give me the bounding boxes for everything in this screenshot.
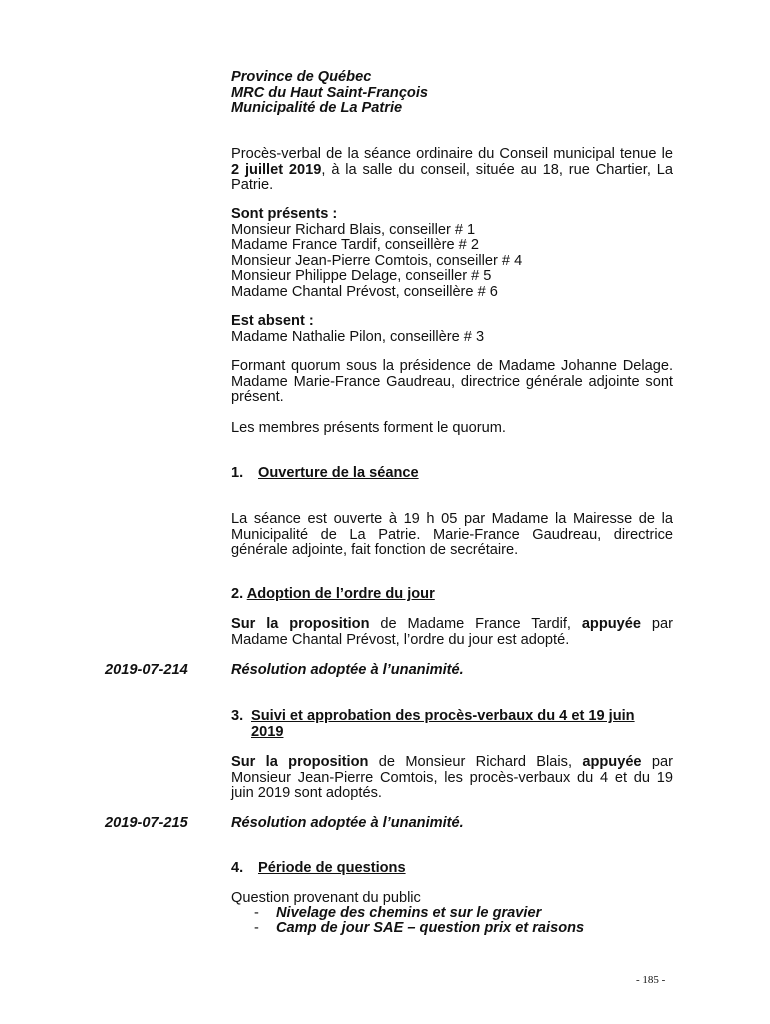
- header-mrc: MRC du Haut Saint-François: [231, 84, 429, 101]
- absent-heading: Est absent :: [231, 313, 314, 329]
- section-2-proposition: Sur la proposition de Madame France Tardif, appuyée par Madame Chantal Prévost, l’ordre du jour est adopté.: [231, 616, 674, 648]
- resolution-text: Résolution adoptée à l’unanimité.: [231, 815, 464, 831]
- present-list: [231, 207, 673, 301]
- absent-list: [231, 314, 673, 345]
- section-4-intro: Question provenant du public: [231, 890, 421, 906]
- header-municipality: Municipalité de La Patrie: [231, 100, 403, 117]
- section-3-heading: 3. Suivi et approbation des procès-verbaux du 4 et 19 juin 2019: [231, 708, 635, 740]
- section-1-body: La séance est ouverte à 19 h 05 par Madame la Mairesse de la Municipalité de La Patrie. Marie-France Gaudreau, directrice générale adjointe, fait fonction de secrétaire.: [231, 511, 673, 559]
- intro-paragraph: Procès-verbal de la séance ordinaire du Conseil municipal tenue le 2 juillet 2019, à la salle du conseil, située au 18, rue Chartier, La Patrie.: [231, 146, 673, 194]
- section-1-heading: 1. Ouverture de la séance: [231, 465, 419, 481]
- page-number: - 185 -: [636, 974, 666, 986]
- quorum-statement: Les membres présents forment le quorum.: [231, 420, 506, 436]
- present-heading: Sont présents :: [231, 206, 338, 222]
- list-item: Madame Chantal Prévost, conseillère # 6: [231, 283, 498, 300]
- list-item: Madame France Tardif, conseillère # 2: [231, 237, 479, 254]
- resolution-number: 2019-07-215: [105, 815, 188, 831]
- header-province: Province de Québec: [231, 69, 372, 85]
- section-4-heading: 4. Période de questions: [231, 860, 406, 876]
- list-item: Monsieur Richard Blais, conseiller # 1: [231, 221, 476, 238]
- list-item: - Nivelage des chemins et sur le gravier: [254, 905, 542, 921]
- list-item: Madame Nathalie Pilon, conseillère # 3: [231, 328, 485, 345]
- meeting-date: 2 juillet 2019: [231, 161, 322, 178]
- section-3-proposition: Sur la proposition de Monsieur Richard Blais, appuyée par Monsieur Jean-Pierre Comtois, les procès-verbaux du 4 et du 19 juin 2019 sont adoptés.: [231, 754, 673, 802]
- document-header: [231, 70, 673, 117]
- list-item: - Camp de jour SAE – question prix et raisons: [254, 920, 585, 936]
- resolution-number: 2019-07-214: [105, 662, 188, 678]
- list-item: Monsieur Jean-Pierre Comtois, conseiller # 4: [231, 252, 523, 269]
- list-item: Monsieur Philippe Delage, conseiller # 5: [231, 268, 492, 285]
- resolution-text: Résolution adoptée à l’unanimité.: [231, 662, 464, 678]
- quorum-paragraph: Formant quorum sous la présidence de Madame Johanne Delage. Madame Marie-France Gaudreau, directrice générale adjointe sont présent.: [231, 358, 673, 406]
- section-2-heading: 2. Adoption de l’ordre du jour: [231, 586, 435, 602]
